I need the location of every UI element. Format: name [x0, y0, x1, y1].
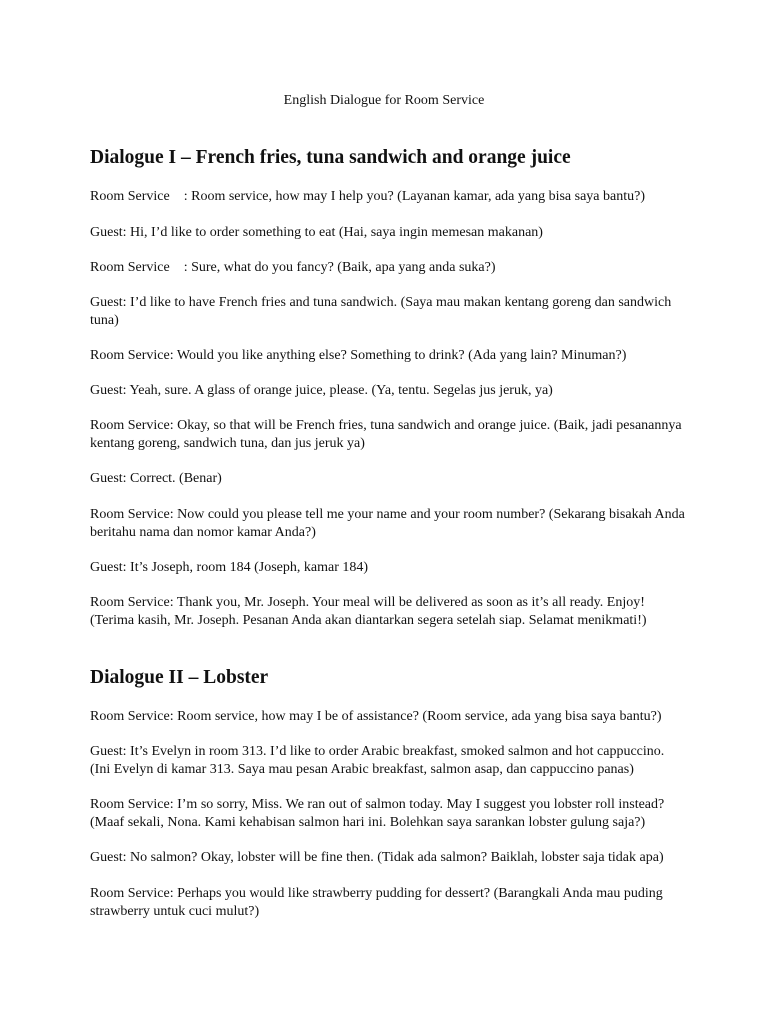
- dialogue-line: [90, 188, 686, 206]
- dialogue-line: [90, 559, 686, 577]
- dialogue-line: [90, 347, 686, 365]
- speaker-label: Room Service: [90, 886, 170, 901]
- document-title: English Dialogue for Room Service: [283, 93, 485, 108]
- speaker-label: Room Service: [90, 709, 170, 724]
- dialogue-line: [90, 743, 686, 779]
- dialogue-line: [90, 849, 686, 867]
- dialogue-line: [90, 885, 686, 921]
- dialogue-line: [90, 594, 686, 630]
- speaker-label: Guest: [90, 225, 123, 240]
- speaker-label: Room Service: [90, 260, 184, 275]
- speaker-label: Room Service: [90, 797, 170, 812]
- dialogue-line: [90, 506, 686, 542]
- line-text: : Thank you, Mr. Joseph. Your meal will be delivered as soon as it’s all ready. Enjoy! (Terima kasih, Mr. Joseph. Pesanan Anda akan diantarkan segera setelah siap. Selamat menikmati!): [90, 595, 647, 628]
- dialogue-line: [90, 294, 686, 330]
- dialogue-line: [90, 708, 686, 726]
- line-text: : I’m so sorry, Miss. We ran out of salmon today. May I suggest you lobster roll instead? (Maaf sekali, Nona. Kami kehabisan salmon hari ini. Bolehkan saya sarankan lobster gulung saja?): [90, 797, 665, 830]
- speaker-label: Guest: [90, 471, 123, 486]
- dialogue-line: [90, 417, 686, 453]
- dialogue-line: [90, 470, 686, 488]
- speaker-label: Room Service: [90, 348, 170, 363]
- line-text: : Okay, so that will be French fries, tuna sandwich and orange juice. (Baik, jadi pesanannya kentang goreng, sandwich tuna, dan jus jeruk ya): [90, 418, 682, 451]
- line-text: : Room service, how may I help you? (Layanan kamar, ada yang bisa saya bantu?): [183, 189, 645, 204]
- line-text: : It’s Evelyn in room 313. I’d like to order Arabic breakfast, smoked salmon and hot cappuccino. (Ini Evelyn di kamar 313. Saya mau pesan Arabic breakfast, salmon asap, dan cappuccino panas): [90, 744, 665, 777]
- speaker-label: Guest: [90, 295, 123, 310]
- line-text: : Now could you please tell me your name and your room number? (Sekarang bisakah Anda beritahu nama dan nomor kamar Anda?): [90, 507, 685, 540]
- line-text: : I’d like to have French fries and tuna sandwich. (Saya mau makan kentang goreng dan sandwich tuna): [90, 295, 672, 328]
- line-text: : Hi, I’d like to order something to eat (Hai, saya ingin memesan makanan): [122, 225, 543, 240]
- line-text: : Correct. (Benar): [122, 471, 222, 486]
- dialogue-line: [90, 796, 686, 832]
- speaker-label: Room Service: [90, 595, 170, 610]
- line-text: : Yeah, sure. A glass of orange juice, please. (Ya, tentu. Segelas jus jeruk, ya): [122, 383, 553, 398]
- dialogue-line: [90, 259, 686, 277]
- dialogue-line: [90, 382, 686, 400]
- speaker-label: Room Service: [90, 418, 170, 433]
- section-heading-dialogue-1: Dialogue I – French fries, tuna sandwich and orange juice: [90, 147, 571, 168]
- line-text: : No salmon? Okay, lobster will be fine then. (Tidak ada salmon? Baiklah, lobster saja tidak apa): [122, 850, 664, 865]
- section-heading-dialogue-2: Dialogue II – Lobster: [90, 667, 269, 688]
- speaker-label: Guest: [90, 744, 123, 759]
- line-text: : It’s Joseph, room 184 (Joseph, kamar 184): [122, 560, 369, 575]
- line-text: : Perhaps you would like strawberry pudding for dessert? (Barangkali Anda mau puding strawberry untuk cuci mulut?): [90, 886, 663, 919]
- speaker-label: Room Service: [90, 507, 170, 522]
- line-text: : Room service, how may I be of assistance? (Room service, ada yang bisa saya bantu?): [169, 709, 662, 724]
- line-text: : Sure, what do you fancy? (Baik, apa yang anda suka?): [183, 260, 496, 275]
- speaker-label: Guest: [90, 850, 123, 865]
- line-text: : Would you like anything else? Something to drink? (Ada yang lain? Minuman?): [169, 348, 627, 363]
- speaker-label: Room Service: [90, 189, 184, 204]
- dialogue-line: [90, 224, 686, 242]
- speaker-label: Guest: [90, 383, 123, 398]
- speaker-label: Guest: [90, 560, 123, 575]
